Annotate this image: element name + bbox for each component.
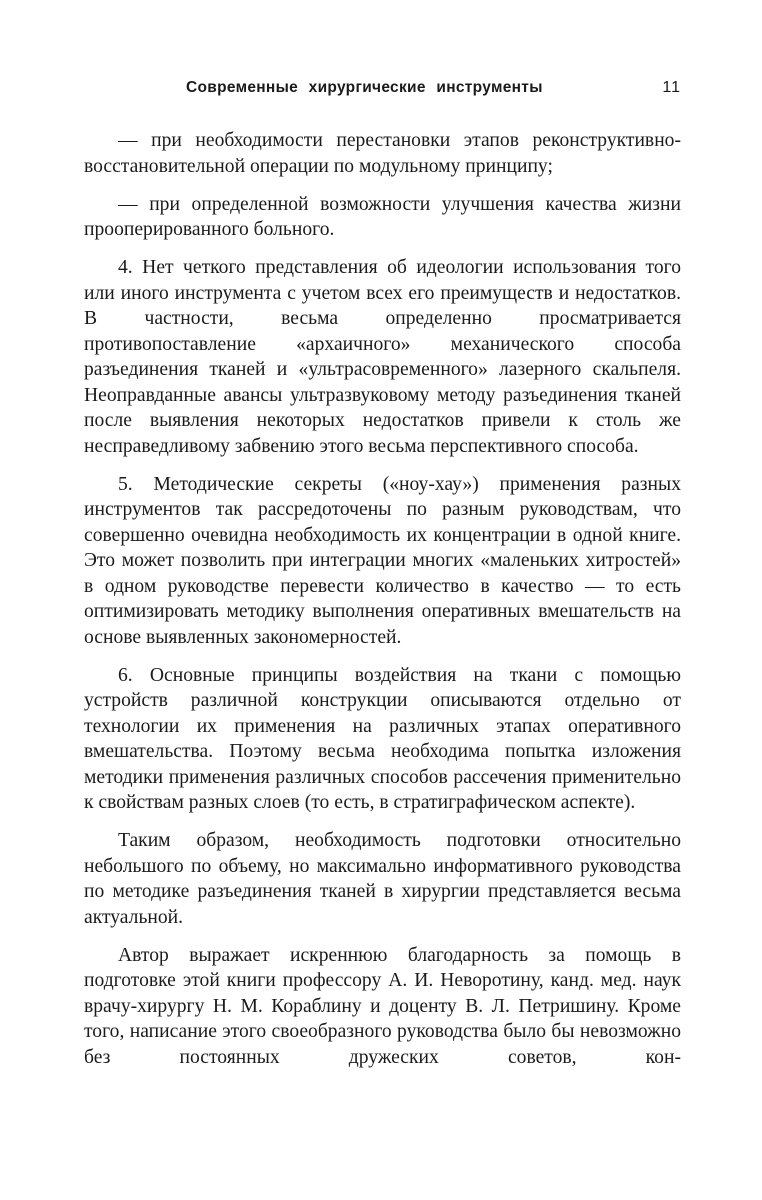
paragraph-acknowledgements: Автор выражает искреннюю благодарность за помощь в подготовке этой книги профессору А. И. Неворотину, канд. мед. наук врачу-хирургу Н. М. Кораблину и доценту В. Л. Петришину. Кроме того, написание этого своеобразного руководства было бы невозможно без постоянных дружеских советов, кон- — [84, 944, 681, 1068]
paragraph-list-item-quality-of-life: — при определенной возможности улучшения качества жизни прооперированного больного. — [84, 193, 681, 240]
paragraph-list-item-reconstructive: — при необходимости перестановки этапов реконструктивно-восстановительной операции по модульному принципу; — [84, 130, 681, 177]
paragraph-point-5: 5. Методические секреты («ноу-хау») применения разных инструментов так рассредоточены по разным руководствам, что совершенно очевидна необходимость их концентрации в одной книге. Это может позволить при интеграции многих «маленьких хитростей» в одном руководстве перевести количество в качество — то есть оптимизировать методику выполнения оперативных вмешательств на основе выявленных закономерностей. — [84, 473, 681, 648]
body-text — [84, 128, 681, 1070]
running-title: Современные хирургические инструменты — [186, 79, 543, 96]
paragraph-point-6: 6. Основные принципы воздействия на ткани с помощью устройств различной конструкции описываются отдельно от технологии их применения на различных этапах оперативного вмешательства. Поэтому весьма необходима попытка изложения методики применения различных способов рассечения применительно к свойствам разных слоев (то есть, в стратиграфическом аспекте). — [84, 664, 681, 813]
paragraph-point-4: 4. Нет четкого представления об идеологии использования того или иного инструмента с учетом всех его преимуществ и недостатков. В частности, весьма определенно просматривается противопоставление «архаичного» механического способа разъединения тканей и «ультрасовременного» лазерного скальпеля. Неоправданные авансы ультразвуковому методу разъединения тканей после выявления некоторых недостатков привели к столь же несправедливому забвению этого весьма перспективного способа. — [84, 257, 681, 457]
running-header — [84, 79, 681, 101]
page-number: 11 — [662, 79, 681, 96]
paragraph-conclusion: Таким образом, необходимость подготовки относительно небольшого по объему, но максимально информативного руководства по методике разъединения тканей в хирургии представляется весьма актуальной. — [84, 830, 681, 928]
